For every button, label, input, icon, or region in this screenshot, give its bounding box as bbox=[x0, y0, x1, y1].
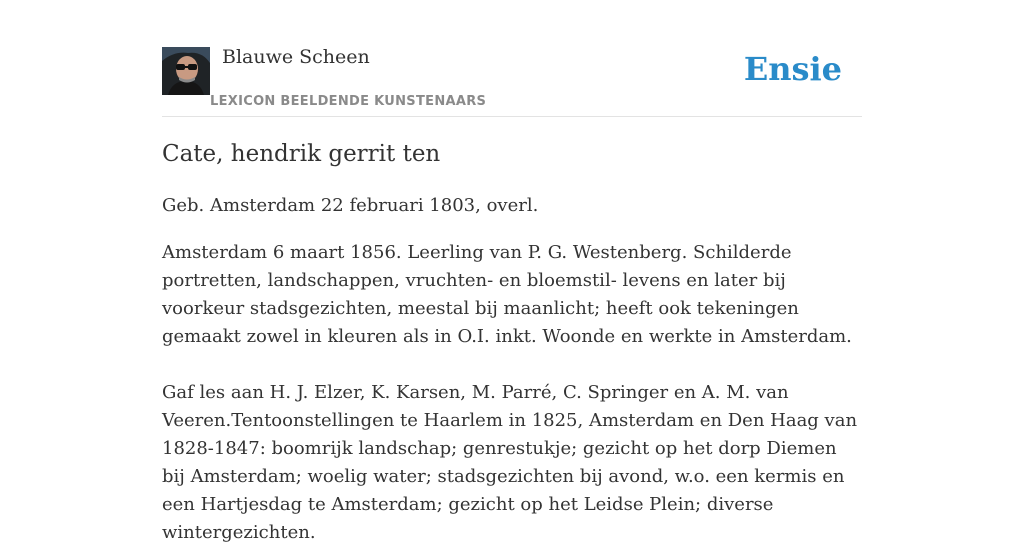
article-paragraph: Amsterdam 6 maart 1856. Leerling van P. G. Westenberg. Schilderde portretten, landschappen, vruchten- en bloemstil- levens en later bij voorkeur stadsgezichten, meestal bij maanlicht; heeft ook tekeningen gemaakt zowel in kleuren als in O.I. inkt. Woonde en werkte in Amsterdam. bbox=[162, 242, 852, 347]
user-avatar-icon bbox=[162, 47, 210, 95]
article-paragraph: Geb. Amsterdam 22 februari 1803, overl. bbox=[162, 195, 539, 216]
article-paragraph: Gaf les aan H. J. Elzer, K. Karsen, M. Parré, C. Springer en A. M. van Veeren.Tentoonstellingen te Haarlem in 1825, Amsterdam en Den Haag van 1828-1847: boomrijk landschap; genrestukje; gezicht op het dorp Diemen bij Amsterdam; woelig water; stadsgezichten bij avond, w.o. een kermis en een Hartjesdag te Amsterdam; gezicht op het Leidse Plein; diverse wintergezichten. bbox=[162, 382, 858, 543]
article-title: Cate, hendrik gerrit ten bbox=[162, 141, 441, 167]
brand-logo[interactable]: Ensie bbox=[743, 50, 842, 88]
author-avatar[interactable] bbox=[162, 47, 210, 95]
section-label[interactable]: LEXICON BEELDENDE KUNSTENAARS bbox=[210, 94, 487, 109]
article bbox=[162, 138, 862, 547]
author-name[interactable]: Blauwe Scheen bbox=[222, 46, 370, 68]
header bbox=[162, 0, 862, 117]
